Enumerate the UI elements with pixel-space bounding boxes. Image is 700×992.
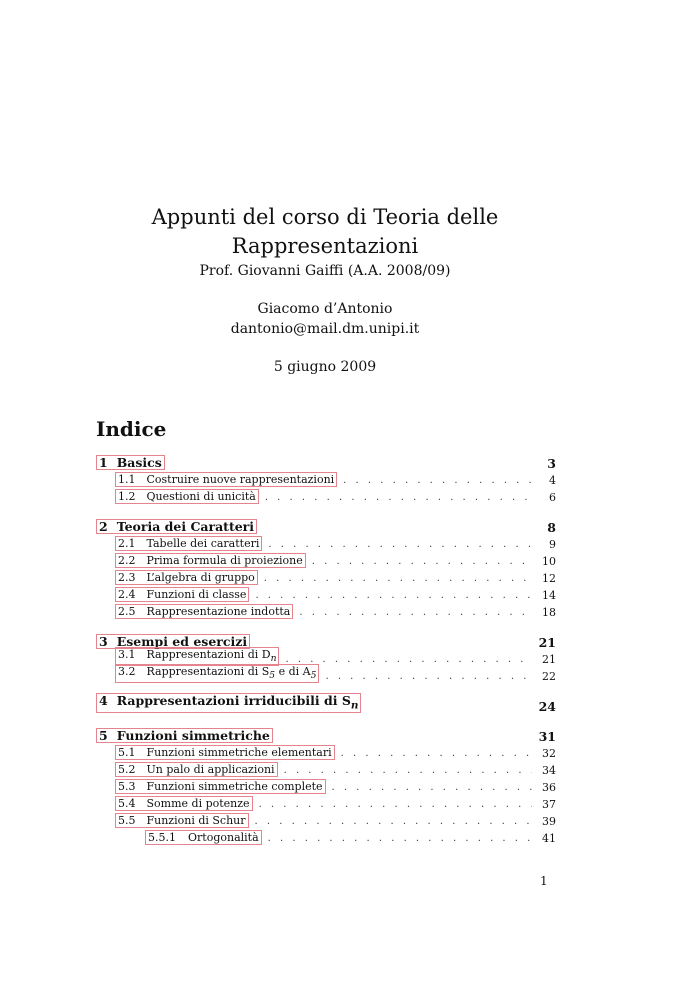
toc-chapter-title-text: Rappresentazioni irriducibili di S [116, 692, 351, 708]
toc-chapter-link[interactable] [96, 693, 361, 714]
toc-section-row [96, 811, 556, 828]
toc-section-link[interactable] [115, 604, 293, 619]
toc-section-row [96, 585, 556, 602]
toc-section-row [96, 470, 556, 487]
toc-page-number: 10 [542, 555, 556, 568]
toc-section-title: Rappresentazione indotta [146, 605, 291, 618]
toc-leader-dots [343, 474, 532, 487]
toc-section-title: Un palo di applicazioni [146, 763, 275, 776]
toc-chapter [96, 692, 556, 714]
toc-section-number: 1.2 [118, 490, 136, 503]
toc-page-number: 6 [549, 491, 556, 504]
document-title [0, 203, 650, 261]
toc-section-title: Ortogonalità [188, 831, 259, 844]
toc-leader-dots [265, 491, 532, 504]
toc-chapter-title: Esempi ed esercizi [116, 634, 248, 649]
toc-section-number: 1.1 [118, 473, 136, 486]
title-line-1: Appunti del corso di Teoria delle [151, 205, 499, 229]
toc-chapter [96, 516, 556, 619]
toc-page-number: 39 [542, 815, 556, 828]
toc-chapter-number: 1 [99, 455, 108, 470]
toc-section-title: L’algebra di gruppo [146, 571, 255, 584]
toc-chapter-number: 4 [99, 692, 108, 708]
toc-chapter [96, 631, 556, 683]
toc-chapter-number: 3 [99, 634, 108, 649]
author-name: Giacomo d’Antonio [257, 301, 393, 317]
toc-section-title-subscript: 5 [269, 670, 276, 681]
toc-section-title: Tabelle dei caratteri [146, 537, 260, 550]
toc-section-row [96, 760, 556, 777]
toc-section-title: Funzioni simmetriche elementari [146, 746, 332, 759]
toc-section-row [96, 828, 556, 845]
author-email: dantonio@mail.dm.unipi.it [230, 321, 420, 337]
toc-page-number: 21 [542, 653, 556, 666]
table-of-contents [96, 452, 556, 857]
toc-section-row [96, 534, 556, 551]
toc-section-number: 5.5 [118, 814, 136, 827]
toc-chapter-link[interactable] [96, 455, 165, 470]
toc-section-title: Funzioni di classe [146, 588, 247, 601]
toc-chapter-row [96, 516, 556, 534]
toc-page-number: 8 [547, 520, 556, 535]
toc-heading: Indice [96, 417, 167, 441]
toc-chapter-title: Basics [116, 455, 162, 470]
toc-section-title-text-2: e di A [275, 664, 311, 678]
toc-section-link[interactable] [115, 489, 259, 504]
toc-section-link[interactable] [115, 762, 278, 777]
toc-chapter-title-subscript: n [350, 699, 359, 711]
toc-chapter-number: 2 [99, 519, 108, 534]
toc-section-link[interactable] [115, 664, 319, 683]
toc-leader-dots [341, 747, 532, 760]
toc-chapter-row [96, 692, 556, 714]
toc-section-number: 5.2 [118, 763, 136, 776]
toc-page-number: 24 [538, 699, 556, 714]
toc-chapter [96, 452, 556, 504]
title-line-2: Rappresentazioni [231, 234, 419, 258]
toc-chapter-row [96, 452, 556, 470]
toc-page-number: 34 [542, 764, 556, 777]
toc-chapter-title: Teoria dei Caratteri [116, 519, 255, 534]
toc-section-number: 2.3 [118, 571, 136, 584]
toc-section-number: 3.1 [118, 647, 136, 661]
toc-section-link[interactable] [115, 570, 258, 585]
toc-chapter-link[interactable] [96, 728, 273, 743]
toc-leader-dots [325, 670, 532, 683]
toc-section-title: Funzioni di Schur [146, 814, 246, 827]
toc-section-link[interactable] [115, 536, 262, 551]
toc-section-number: 5.4 [118, 797, 136, 810]
toc-chapter [96, 725, 556, 845]
toc-page-number: 37 [542, 798, 556, 811]
toc-section-row [96, 602, 556, 619]
toc-chapter-title [116, 692, 359, 711]
toc-section-title-subscript: n [270, 653, 277, 664]
toc-section-link[interactable] [115, 796, 253, 811]
toc-leader-dots [332, 781, 532, 794]
page-number: 1 [540, 874, 548, 888]
toc-section-row [96, 666, 556, 683]
toc-section-row [96, 551, 556, 568]
toc-section-title [146, 647, 277, 664]
toc-section-title: Questioni di unicità [146, 490, 256, 503]
toc-section-number: 5.3 [118, 780, 136, 793]
toc-page-number: 36 [542, 781, 556, 794]
toc-section-link[interactable] [115, 472, 337, 487]
toc-section-row [96, 487, 556, 504]
toc-page-number: 9 [549, 538, 556, 551]
toc-chapter-number: 5 [99, 728, 108, 743]
toc-section-row [96, 743, 556, 760]
toc-leader-dots [284, 764, 532, 777]
toc-page-number: 18 [542, 606, 556, 619]
toc-section-title: Somme di potenze [146, 797, 250, 810]
toc-section-number: 5.1 [118, 746, 136, 759]
toc-section-row [96, 777, 556, 794]
toc-section-number: 3.2 [118, 664, 136, 678]
toc-section-title-text: Rappresentazioni di S [146, 664, 270, 678]
toc-section-number: 2.5 [118, 605, 136, 618]
document-date: 5 giugno 2009 [273, 359, 377, 375]
toc-page-number: 14 [542, 589, 556, 602]
toc-section-number: 5.5.1 [148, 831, 176, 844]
toc-section-title: Costruire nuove rappresentazioni [146, 473, 335, 486]
toc-section-link[interactable] [115, 587, 249, 602]
toc-page-number: 21 [538, 635, 556, 650]
title-block [0, 203, 650, 377]
toc-page-number: 12 [542, 572, 556, 585]
toc-leader-dots [268, 832, 532, 845]
toc-section-title [146, 664, 317, 681]
toc-section-number: 2.1 [118, 537, 136, 550]
toc-leader-dots [312, 555, 532, 568]
toc-section-row [96, 794, 556, 811]
toc-section-title: Funzioni simmetriche complete [146, 780, 323, 793]
toc-section-number: 2.4 [118, 588, 136, 601]
toc-section-link[interactable] [115, 553, 306, 568]
toc-section-title: Prima formula di proiezione [146, 554, 303, 567]
toc-section-title-text: Rappresentazioni di D [146, 647, 271, 661]
toc-leader-dots [255, 815, 532, 828]
toc-section-title-subscript-2: 5 [310, 670, 317, 681]
toc-section-row [96, 568, 556, 585]
toc-section-link[interactable] [115, 745, 335, 760]
toc-page-number: 3 [547, 456, 556, 471]
toc-page-number: 22 [542, 670, 556, 683]
toc-leader-dots [285, 653, 532, 666]
toc-page-number: 32 [542, 747, 556, 760]
toc-leader-dots [299, 606, 532, 619]
toc-page-number: 41 [542, 832, 556, 845]
toc-page-number: 4 [549, 474, 556, 487]
toc-leader-dots [268, 538, 532, 551]
toc-page-number: 31 [538, 729, 556, 744]
toc-chapter-title: Funzioni simmetriche [116, 728, 270, 743]
toc-leader-dots [255, 589, 532, 602]
toc-section-link[interactable] [115, 813, 249, 828]
document-subtitle: Prof. Giovanni Gaiffi (A.A. 2008/09) [199, 263, 451, 279]
toc-chapter-row [96, 725, 556, 743]
toc-chapter-link[interactable] [96, 519, 257, 534]
toc-leader-dots [264, 572, 532, 585]
toc-section-number: 2.2 [118, 554, 136, 567]
toc-section-link[interactable] [145, 830, 262, 845]
toc-section-link[interactable] [115, 779, 326, 794]
toc-leader-dots [259, 798, 532, 811]
